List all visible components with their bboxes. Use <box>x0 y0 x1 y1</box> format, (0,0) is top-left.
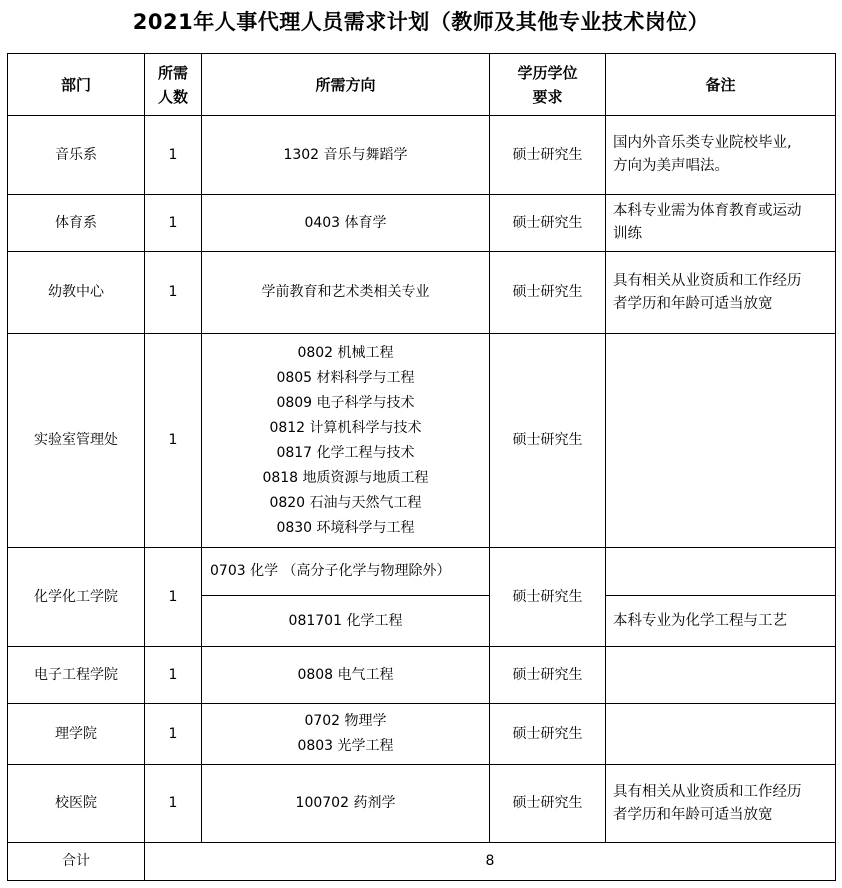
count-cell: 1 <box>145 195 202 252</box>
direction-line: 0809 电子科学与技术 <box>276 394 415 411</box>
table-row <box>8 252 836 334</box>
dept-cell: 校医院 <box>8 765 145 843</box>
count-cell: 1 <box>145 647 202 704</box>
count-cell: 1 <box>145 548 202 647</box>
note-cell <box>606 548 836 596</box>
total-value: 8 <box>145 843 836 881</box>
table-row <box>8 195 836 252</box>
direction-cell: 0808 电气工程 <box>202 647 490 704</box>
direction-cell: 1302 音乐与舞蹈学 <box>202 116 490 195</box>
total-label: 合计 <box>8 843 145 881</box>
header-row <box>8 54 836 116</box>
note-cell <box>606 704 836 765</box>
header-direction: 所需方向 <box>202 54 490 116</box>
note-cell: 本科专业需为体育教育或运动 训练 <box>606 195 836 252</box>
note-cell <box>606 334 836 548</box>
dept-cell: 体育系 <box>8 195 145 252</box>
edu-cell: 硕士研究生 <box>490 116 606 195</box>
count-cell: 1 <box>145 765 202 843</box>
count-cell: 1 <box>145 704 202 765</box>
dept-cell: 实验室管理处 <box>8 334 145 548</box>
direction-cell <box>202 334 490 548</box>
dept-cell: 幼教中心 <box>8 252 145 334</box>
table-row <box>8 334 836 548</box>
direction-line: 0818 地质资源与地质工程 <box>262 469 429 486</box>
direction-line: 0812 计算机科学与技术 <box>269 419 422 436</box>
note-cell: 具有相关从业资质和工作经历 者学历和年龄可适当放宽 <box>606 765 836 843</box>
table-row <box>8 116 836 195</box>
edu-cell: 硕士研究生 <box>490 334 606 548</box>
dept-cell: 电子工程学院 <box>8 647 145 704</box>
header-edu: 学历学位 要求 <box>490 54 606 116</box>
note-cell <box>606 647 836 704</box>
count-cell: 1 <box>145 116 202 195</box>
direction-line: 0817 化学工程与技术 <box>276 444 415 461</box>
count-cell: 1 <box>145 334 202 548</box>
direction-cell: 081701 化学工程 <box>202 596 490 647</box>
direction-cell: 学前教育和艺术类相关专业 <box>202 252 490 334</box>
page-title: 2021年人事代理人员需求计划（教师及其他专业技术岗位） <box>132 10 710 34</box>
dept-cell: 理学院 <box>8 704 145 765</box>
edu-cell: 硕士研究生 <box>490 252 606 334</box>
direction-cell: 100702 药剂学 <box>202 765 490 843</box>
demand-plan-table <box>7 53 836 881</box>
table-row <box>8 548 836 596</box>
direction-cell: 0403 体育学 <box>202 195 490 252</box>
direction-line: 0805 材料科学与工程 <box>276 369 415 386</box>
direction-line: 0803 光学工程 <box>297 738 394 754</box>
edu-cell: 硕士研究生 <box>490 647 606 704</box>
edu-cell: 硕士研究生 <box>490 704 606 765</box>
total-row <box>8 843 836 881</box>
note-cell: 本科专业为化学工程与工艺 <box>606 596 836 647</box>
direction-line: 0702 物理学 <box>304 713 387 729</box>
note-cell: 国内外音乐类专业院校毕业, 方向为美声唱法。 <box>606 116 836 195</box>
edu-cell: 硕士研究生 <box>490 548 606 647</box>
edu-cell: 硕士研究生 <box>490 195 606 252</box>
edu-cell: 硕士研究生 <box>490 765 606 843</box>
table-row <box>8 765 836 843</box>
direction-cell <box>202 704 490 765</box>
direction-line: 0820 石油与天然气工程 <box>269 494 422 511</box>
dept-cell: 音乐系 <box>8 116 145 195</box>
note-cell: 具有相关从业资质和工作经历 者学历和年龄可适当放宽 <box>606 252 836 334</box>
table-row <box>8 647 836 704</box>
dept-cell: 化学化工学院 <box>8 548 145 647</box>
header-count: 所需 人数 <box>145 54 202 116</box>
header-dept: 部门 <box>8 54 145 116</box>
direction-line: 0830 环境科学与工程 <box>276 519 415 536</box>
direction-line: 0802 机械工程 <box>297 344 394 361</box>
direction-cell: 0703 化学 （高分子化学与物理除外） <box>202 548 490 596</box>
table-row <box>8 704 836 765</box>
header-note: 备注 <box>606 54 836 116</box>
count-cell: 1 <box>145 252 202 334</box>
